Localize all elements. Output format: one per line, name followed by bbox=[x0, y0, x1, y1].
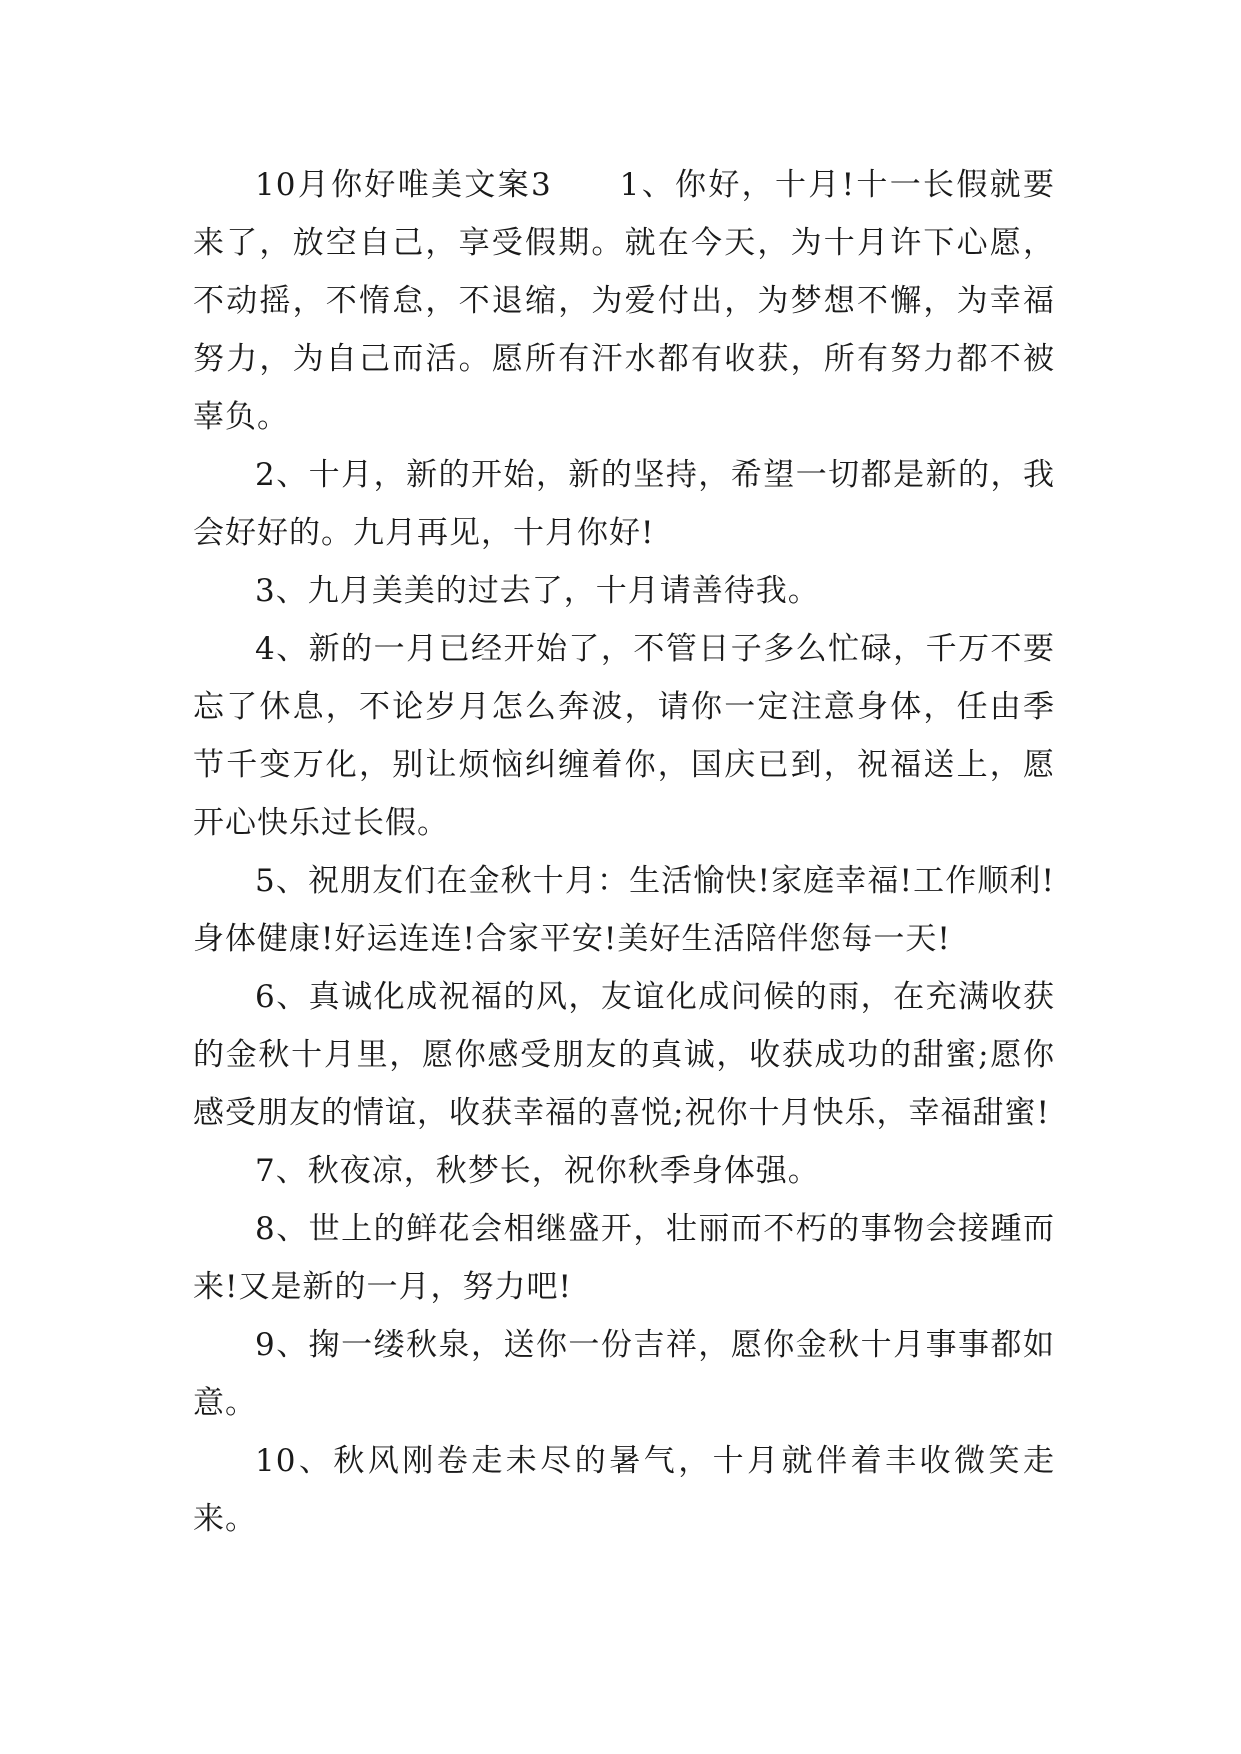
paragraph-3: 3、九月美美的过去了，十月请善待我。 bbox=[255, 573, 820, 609]
paragraph-4: 4、新的一月已经开始了，不管日子多么忙碌，千万不要忘了休息，不论岁月怎么奔波，请你一定注意身体，任由季节千变万化，别让烦恼纠缠着你，国庆已到，祝福送上，愿开心快乐过长假。 bbox=[193, 631, 1055, 841]
paragraph-5: 5、祝朋友们在金秋十月：生活愉快!家庭幸福!工作顺利!身体健康!好运连连!合家平安!美好生活陪伴您每一天! bbox=[193, 863, 1055, 957]
paragraph-6: 6、真诚化成祝福的风，友谊化成问候的雨，在充满收获的金秋十月里，愿你感受朋友的真诚，收获成功的甜蜜;愿你感受朋友的情谊，收获幸福的喜悦;祝你十月快乐，幸福甜蜜! bbox=[193, 979, 1055, 1131]
paragraph-9: 9、掬一缕秋泉，送你一份吉祥，愿你金秋十月事事都如意。 bbox=[193, 1327, 1055, 1421]
paragraph-7: 7、秋夜凉，秋梦长，祝你秋季身体强。 bbox=[255, 1153, 820, 1189]
paragraph-8: 8、世上的鲜花会相继盛开，壮丽而不朽的事物会接踵而来!又是新的一月，努力吧! bbox=[193, 1211, 1055, 1305]
paragraph-2: 2、十月，新的开始，新的坚持，希望一切都是新的，我会好好的。九月再见，十月你好! bbox=[193, 457, 1055, 551]
paragraph-1: 10月你好唯美文案3 1、你好，十月!十一长假就要来了，放空自己，享受假期。就在今天，为十月许下心愿，不动摇，不惰怠，不退缩，为爱付出，为梦想不懈，为幸福努力，为自己而活。愿所有汗水都有收获，所有努力都不被辜负。 bbox=[193, 167, 1055, 435]
paragraph-10: 10、秋风刚卷走未尽的暑气，十月就伴着丰收微笑走来。 bbox=[193, 1443, 1055, 1537]
document-body bbox=[193, 156, 1055, 1548]
